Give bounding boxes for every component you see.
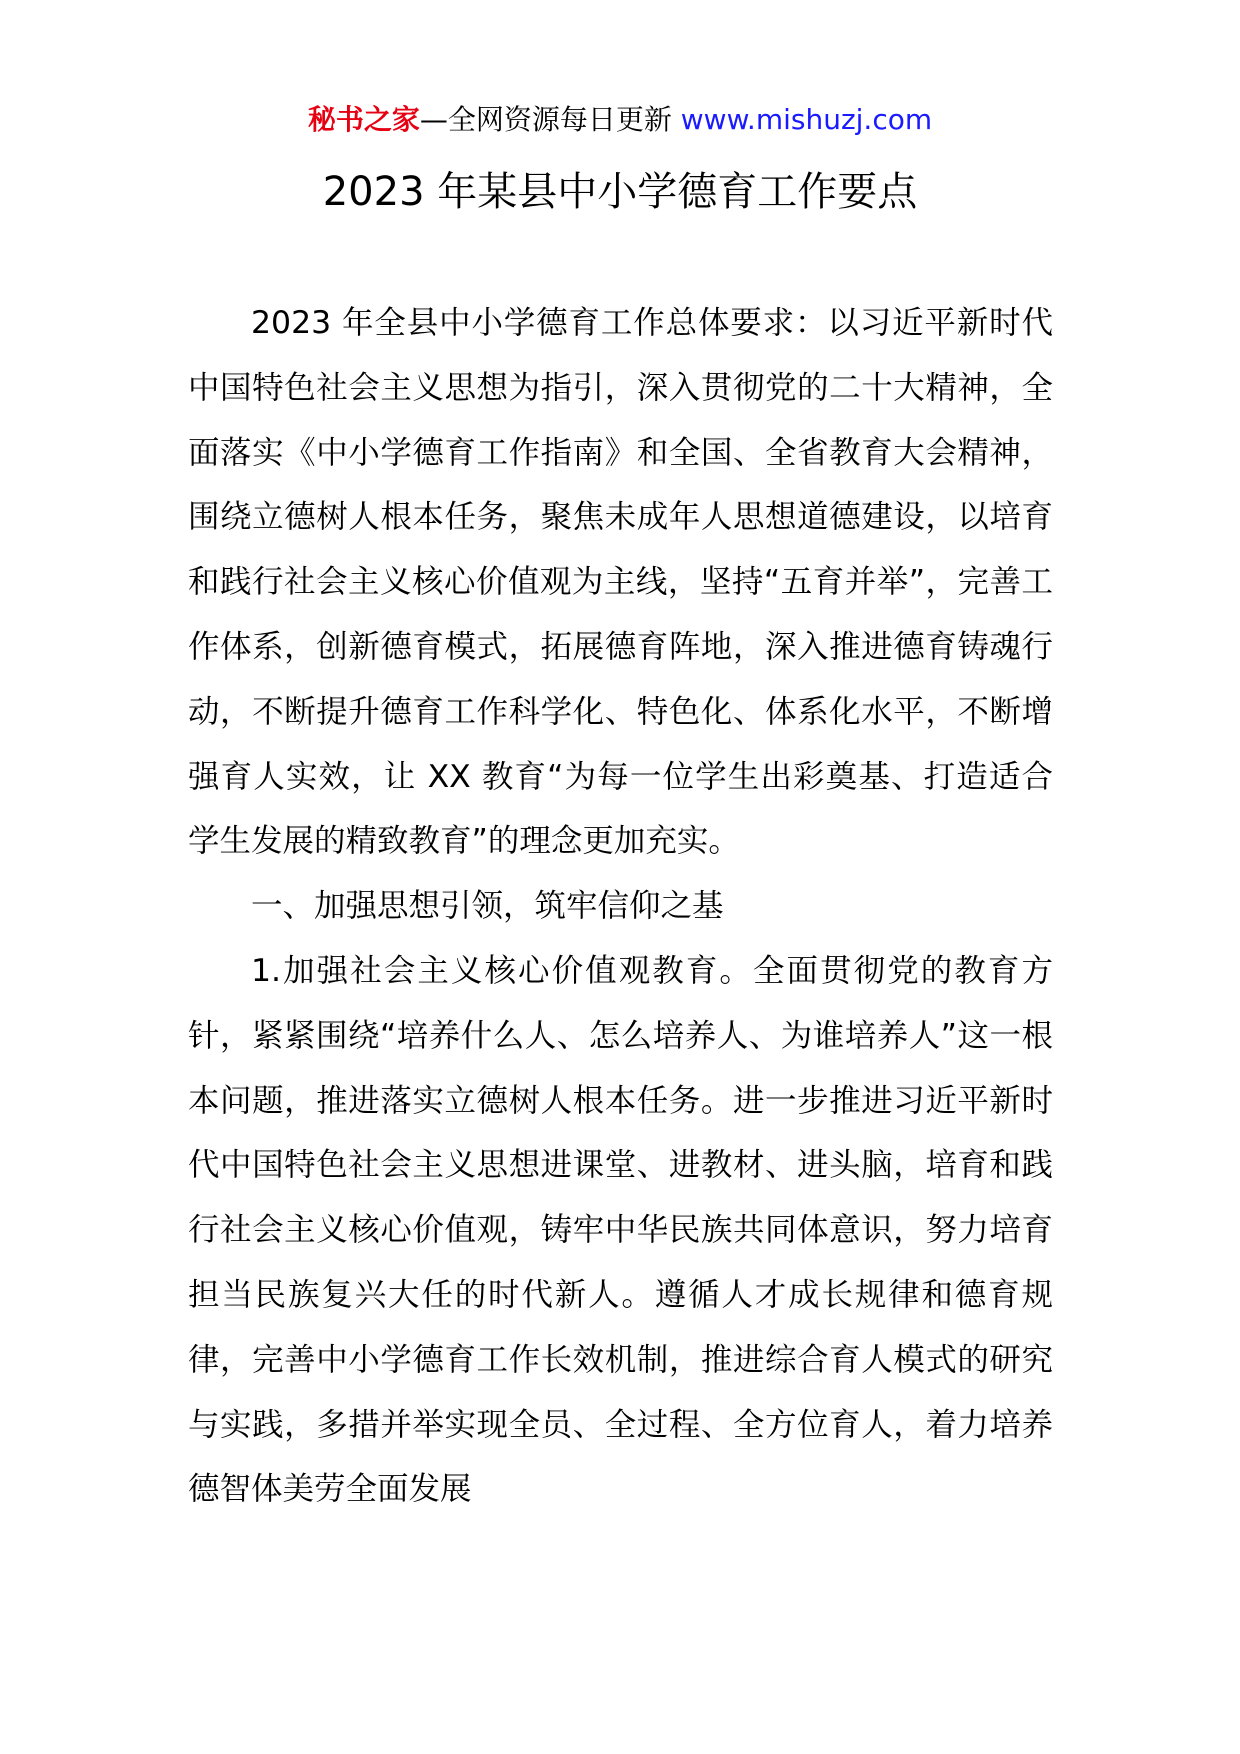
document-title: 2023 年某县中小学德育工作要点 [322,169,918,215]
section-paragraph: 1.加强社会主义核心价值观教育。全面贯彻党的教育方针，紧紧围绕“培养什么人、怎么培养人、为谁培养人”这一根本问题，推进落实立德树人根本任务。进一步推进习近平新时代中国特色社会主义思想进课堂、进教材、进头脑，培育和践行社会主义核心价值观，铸牢中华民族共同体意识，努力培育担当民族复兴大任的时代新人。遵循人才成长规律和德育规律，完善中小学德育工作长效机制，推进综合育人模式的研究与实践，多措并举实现全员、全过程、全方位育人，着力培养德智体美劳全面发展 [188,952,1053,1508]
brand-name: 秘书之家 [307,103,420,136]
document-body [188,291,1053,1522]
header-tagline: —全网资源每日更新 [419,103,681,136]
intro-paragraph: 2023 年全县中小学德育工作总体要求：以习近平新时代中国特色社会主义思想为指引，深入贯彻党的二十大精神，全面落实《中小学德育工作指南》和全国、全省教育大会精神，围绕立德树人根本任务，聚焦未成年人思想道德建设，以培育和践行社会主义核心价值观为主线，坚持“五育并举”，完善工作体系，创新德育模式，拓展德育阵地，深入推进德育铸魂行动，不断提升德育工作科学化、特色化、体系化水平，不断增强育人实效，让 XX 教育“为每一位学生出彩奠基、打造适合学生发展的精致教育”的理念更加充实。 [188,305,1053,860]
site-url-link[interactable]: www.mishuzj.com [680,103,933,136]
section-heading: 一、加强思想引领，筑牢信仰之基 [251,888,724,925]
site-header [0,100,1240,140]
